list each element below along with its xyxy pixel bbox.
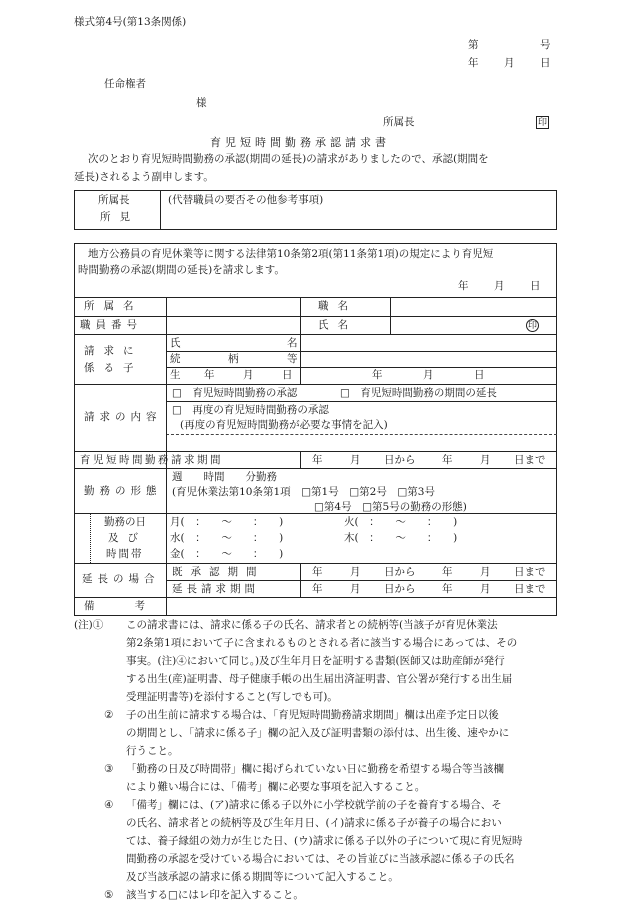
note-4-number: ④ (104, 799, 114, 811)
extension-from-month: 月 (350, 583, 361, 595)
request-date-year: 年 (458, 280, 469, 292)
note-5-line-1: 該当する□にはレ印を記入すること。 (126, 889, 304, 901)
note-1-line-5: 受理証明書等)を添付すること(写しでも可)。 (126, 691, 338, 703)
position-field[interactable] (392, 300, 554, 314)
schedule-thursday[interactable]: 木( ： ～ ： ) (344, 532, 458, 544)
weekly-hours[interactable]: 週 時間 分勤務 (172, 471, 277, 483)
law-reference[interactable]: (育児休業法第10条第1項 □第1号 □第2号 □第3号 (172, 486, 435, 498)
request-lead-1: 地方公務員の育児休業等に関する法律第10条第2項(第11条第1項)の規定により育児短 (88, 248, 494, 260)
child-birth-d: 日 (282, 369, 293, 381)
extension-to-day: 日まで (514, 583, 546, 595)
date-day: 日 (540, 57, 551, 69)
extension-to-month: 月 (480, 583, 491, 595)
label-extension-period: 延長請求期間 (172, 583, 259, 595)
schedule-monday[interactable]: 月( ： ～ ： ) (170, 516, 284, 528)
appointer-label: 任命権者 (104, 78, 146, 90)
note-4-line-3: ては、養子縁組の効力が生じた日、(ウ)請求に係る子以外の子について現に育児短時 (126, 835, 523, 847)
approved-to-year: 年 (442, 566, 453, 578)
document-title: 育児短時間勤務承認請求書 (210, 136, 390, 149)
note-3-line-1: 「勤務の日及び時間帯」欄に掲げられていない日に勤務を希望する場合等当該欄 (126, 763, 504, 775)
child-birth2-y: 年 (372, 369, 383, 381)
date-year: 年 (468, 57, 479, 69)
request-date-month: 月 (494, 280, 505, 292)
child-birth2-d: 日 (474, 369, 485, 381)
label-days-3: 時間帯 (106, 548, 144, 560)
child-birth2-m: 月 (423, 369, 434, 381)
affiliation-field[interactable] (168, 300, 298, 314)
note-1-line-4: する出生(産)証明書、母子健康手帳の出生届出済証明書、官公署が発行する出生届 (126, 673, 513, 685)
schedule-tuesday[interactable]: 火( ： ～ ： ) (344, 516, 458, 528)
approved-from-day: 日から (384, 566, 416, 578)
child-birth-label: 生 (170, 369, 181, 381)
label-approved-period: 既承認期間 (172, 566, 265, 578)
period-to-day: 日まで (514, 454, 546, 466)
content-option-extension[interactable]: □ 育児短時間勤務の期間の延長 (340, 387, 497, 399)
period-to-year: 年 (442, 454, 453, 466)
child-birth-y: 年 (204, 369, 215, 381)
note-3-number: ③ (104, 763, 114, 775)
request-date-day: 日 (530, 280, 541, 292)
opinion-label-1: 所属長 (98, 194, 130, 206)
label-days-1: 勤務の日 (104, 516, 146, 528)
period-to-month: 月 (480, 454, 491, 466)
label-request-period: 育児短時間勤務請求期間 (80, 454, 223, 466)
label-affiliation: 所属名 (84, 300, 143, 312)
label-extension: 延長の場合 (82, 573, 160, 585)
label-child-2: 係る子 (84, 362, 143, 374)
note-5-number: ⑤ (104, 889, 114, 901)
request-lead-2: 時間勤務の承認(期間の延長)を請求します。 (78, 264, 285, 276)
extension-from-year: 年 (312, 583, 323, 595)
period-from-day: 日から (384, 454, 416, 466)
content-option-reapproval[interactable]: □ 再度の育児短時間勤務の承認 (172, 404, 329, 416)
applicant-seal: 印 (527, 321, 537, 331)
note-2-number: ② (104, 709, 114, 721)
period-from-month: 月 (350, 454, 361, 466)
opinion-content[interactable]: (代替職員の要否その他参考事項) (168, 194, 324, 206)
content-option-approval[interactable]: □ 育児短時間勤務の承認 (172, 387, 298, 399)
date-month: 月 (504, 57, 515, 69)
approved-to-day: 日まで (514, 566, 546, 578)
label-remarks: 備考 (84, 600, 185, 612)
child-relation-field[interactable] (302, 353, 554, 367)
note-4-line-5: 及び当該承認の請求に係る期間等について記入すること。 (126, 871, 399, 883)
label-request-content: 請求の内容 (84, 411, 162, 423)
note-2-line-1: 子の出生前に請求する場合は、「育児短時間勤務請求期間」欄は出産予定日以後 (126, 709, 499, 721)
note-2-line-3: 行うこと。 (126, 745, 179, 757)
notes-head: (注)① (74, 619, 104, 631)
content-option-reapproval-note: (再度の育児短時間勤務が必要な事情を記入) (180, 419, 388, 431)
employee-number-field[interactable] (168, 319, 298, 333)
extension-to-year: 年 (442, 583, 453, 595)
honorific: 様 (196, 97, 207, 109)
doc-number-suffix: 号 (540, 39, 551, 51)
child-name-label-2: 名 (287, 337, 298, 349)
note-3-line-2: により難い場合には、「備考」欄に必要な事項を記入すること。 (126, 781, 426, 793)
form-number: 様式第4号(第13条関係) (74, 16, 187, 28)
approved-to-month: 月 (480, 566, 491, 578)
note-4-line-2: の氏名、請求者との続柄等及び生年月日、(イ)請求に係る子が養子の場合におい (126, 817, 502, 829)
child-name-label-1: 氏 (170, 337, 181, 349)
child-birth-m: 月 (243, 369, 254, 381)
child-relation-label-1: 続 (170, 353, 181, 365)
note-1-line-1: この請求書には、請求に係る子の氏名、請求者との続柄等(当該子が育児休業法 (126, 619, 498, 631)
note-4-line-4: 間勤務の承認を受けている場合においては、その旨並びに当該承認に係る子の氏名 (126, 853, 515, 865)
note-4-line-1: 「備考」欄には、(ア)請求に係る子以外に小学校就学前の子を養育する場合、そ (126, 799, 502, 811)
label-position: 職名 (318, 300, 357, 312)
schedule-wednesday[interactable]: 水( ： ～ ： ) (170, 532, 284, 544)
label-child-1: 請求に (84, 345, 143, 357)
note-1-line-3: 事実。(注)④において同じ。)及び生年月日を証明する書類(医師又は助産師が発行 (126, 655, 505, 667)
child-relation-label-3: 等 (287, 353, 298, 365)
approved-from-month: 月 (350, 566, 361, 578)
period-from-year: 年 (312, 454, 323, 466)
label-name: 氏名 (318, 319, 357, 331)
intro-line-2: 延長)されるよう副申します。 (74, 171, 214, 183)
schedule-friday[interactable]: 金( ： ～ ： ) (170, 548, 284, 560)
note-2-line-2: の期間とし、「請求に係る子」欄の記入及び証明書類の添付は、出生後、速やかに (126, 727, 510, 739)
department-head-label: 所属長 (383, 116, 415, 128)
child-name-field[interactable] (302, 337, 554, 351)
label-days-2: 及び (108, 532, 147, 544)
note-1-line-2: 第2条第1項において子に含まれるものとされる者に該当する場合にあっては、その (126, 637, 518, 649)
extension-from-day: 日から (384, 583, 416, 595)
opinion-label-2: 所見 (100, 211, 139, 223)
child-relation-label-2: 柄 (228, 353, 239, 365)
approved-from-year: 年 (312, 566, 323, 578)
law-reference-2[interactable]: □第4号 □第5号の勤務の形態) (314, 501, 467, 513)
label-work-form: 勤務の形態 (84, 485, 162, 497)
remarks-field[interactable] (168, 600, 554, 614)
seal-mark: 印 (537, 118, 547, 128)
intro-line-1: 次のとおり育児短時間勤務の承認(期間の延長)の請求がありましたので、承認(期間を (88, 153, 489, 165)
doc-number-label: 第 (468, 39, 479, 51)
label-employee-number: 職員番号 (80, 319, 142, 331)
